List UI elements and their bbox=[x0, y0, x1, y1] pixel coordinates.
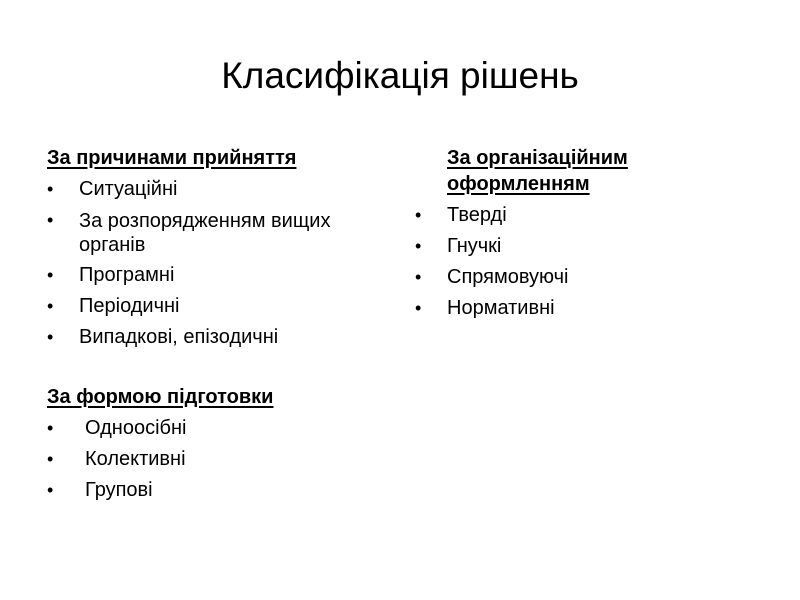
list-item-label: Нормативні bbox=[447, 297, 555, 319]
left-column bbox=[47, 145, 387, 506]
list-item-label: Гнучкі bbox=[447, 235, 502, 257]
right-column bbox=[415, 145, 755, 324]
list-item-label: Колективні bbox=[85, 448, 186, 470]
list-item bbox=[47, 260, 387, 291]
bullet-icon: • bbox=[415, 267, 422, 287]
causes-list bbox=[47, 174, 387, 353]
list-item bbox=[415, 262, 755, 293]
list-item bbox=[47, 174, 387, 205]
bullet-icon: • bbox=[47, 449, 54, 469]
list-item-label: За розпорядженням вищих органів bbox=[79, 210, 331, 256]
bullet-icon: • bbox=[415, 205, 422, 225]
list-item-label: Періодичні bbox=[79, 295, 180, 317]
bullet-icon: • bbox=[47, 296, 54, 316]
section-heading-organization: За організаційним оформленням bbox=[447, 147, 628, 195]
list-item-label: Тверді bbox=[447, 204, 507, 226]
bullet-icon: • bbox=[415, 236, 422, 256]
section-heading-causes: За причинами прийняття bbox=[47, 147, 297, 169]
list-item bbox=[415, 231, 755, 262]
list-item-label: Ситуаційні bbox=[79, 178, 178, 200]
list-item bbox=[47, 444, 387, 475]
bullet-icon: • bbox=[47, 480, 54, 500]
list-item bbox=[47, 291, 387, 322]
list-item bbox=[47, 413, 387, 444]
list-item bbox=[47, 205, 387, 260]
list-item-label: Випадкові, епізодичні bbox=[79, 326, 279, 348]
slide-title: Класифікація рішень bbox=[221, 55, 579, 96]
section-spacer bbox=[47, 353, 387, 384]
list-item-label: Спрямовуючі bbox=[447, 266, 569, 288]
list-item-label: Програмні bbox=[79, 264, 175, 286]
organization-list bbox=[415, 200, 755, 324]
bullet-icon: • bbox=[415, 298, 422, 318]
bullet-icon: • bbox=[47, 265, 54, 285]
list-item-label: Групові bbox=[85, 479, 153, 501]
list-item bbox=[47, 322, 387, 353]
list-item-label: Одноосібні bbox=[85, 417, 187, 439]
bullet-icon: • bbox=[47, 327, 54, 347]
bullet-icon: • bbox=[47, 210, 54, 230]
form-list bbox=[47, 413, 387, 506]
section-heading-form: За формою підготовки bbox=[47, 386, 274, 408]
list-item bbox=[47, 475, 387, 506]
list-item bbox=[415, 293, 755, 324]
bullet-icon: • bbox=[47, 418, 54, 438]
bullet-icon: • bbox=[47, 179, 54, 199]
list-item bbox=[415, 200, 755, 231]
